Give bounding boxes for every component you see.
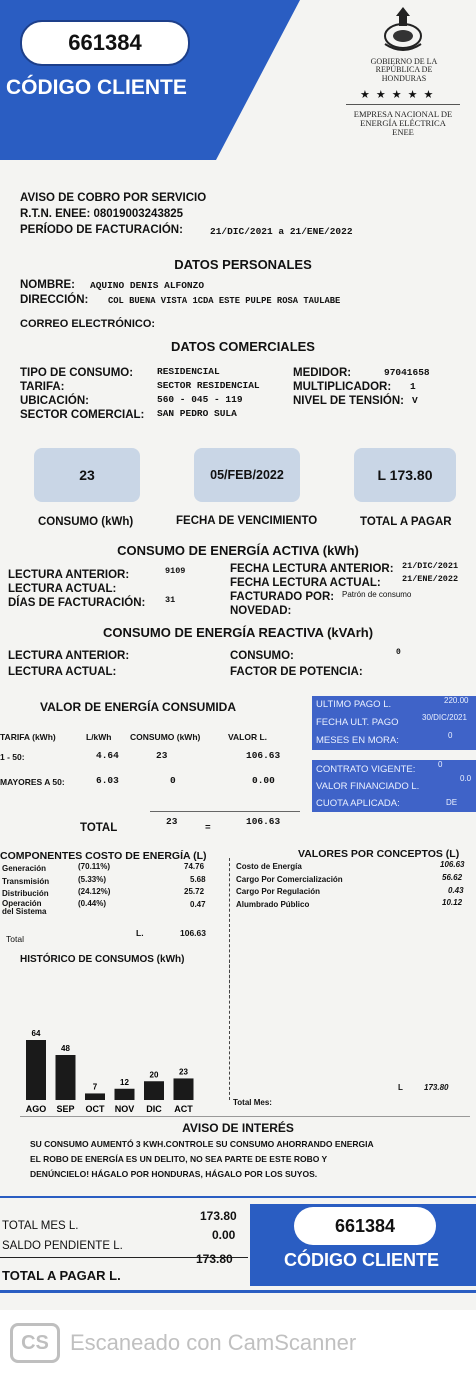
valor-row2-valor: 0.00 — [252, 775, 275, 786]
comp-total-label: Total — [6, 934, 24, 944]
factor-label: FACTOR DE POTENCIA: — [230, 666, 363, 678]
notice-title: AVISO DE COBRO POR SERVICIO — [20, 192, 207, 204]
concept-row4-name: Alumbrado Público — [236, 900, 310, 909]
history-category-oct: OCT — [85, 1104, 105, 1114]
aviso-title: AVISO DE INTERÉS — [182, 1121, 294, 1135]
valor-row1-consumo: 23 — [156, 750, 168, 761]
valor-header-lkwh: L/kWh — [86, 732, 112, 742]
footer-saldo-label: SALDO PENDIENTE L. — [2, 1240, 123, 1252]
comp-total-currency: L. — [136, 928, 144, 938]
fecha-pago-value: 30/DIC/2021 — [422, 713, 467, 722]
camscanner-logo-icon: CS — [10, 1323, 60, 1363]
footer-client-code-label: CÓDIGO CLIENTE — [284, 1250, 440, 1270]
valor-total-consumo: 23 — [166, 816, 178, 827]
footer-bottom-line — [0, 1290, 476, 1293]
comp-row4-name: Operación del Sistema — [2, 899, 47, 916]
company-line3: ENEE — [392, 126, 414, 137]
valor-row1-tarifa: 1 - 50: — [0, 752, 25, 762]
concept-total-mes-currency: L — [398, 1083, 403, 1092]
history-value-sep: 48 — [61, 1044, 70, 1053]
cuota-label: CUOTA APLICADA: — [316, 798, 400, 809]
r-consumo-value: 0 — [396, 648, 401, 657]
comp-row4-pct: (0.44%) — [78, 899, 107, 908]
lect-ant-label: LECTURA ANTERIOR: — [8, 569, 130, 581]
history-category-act: ACT — [174, 1104, 193, 1114]
comp-row1-pct: (70.11%) — [78, 862, 111, 871]
history-category-nov: NOV — [114, 1104, 135, 1114]
history-bar-ago — [26, 1040, 46, 1100]
cuota-value: DE — [446, 798, 458, 807]
aviso-line3: DENÚNCIELO! HÁGALO POR HONDURAS, HÁGALO POR LOS SUYOS. — [30, 1169, 318, 1179]
rtn: R.T.N. ENEE: 08019003243825 — [20, 208, 184, 220]
financiado-label: VALOR FINANCIADO L. — [316, 781, 420, 792]
chart-bottom-line — [20, 1116, 470, 1117]
medidor-value: 97041658 — [384, 367, 430, 378]
f-act-label: FECHA LECTURA ACTUAL: — [230, 577, 381, 589]
history-value-dic: 20 — [149, 1070, 159, 1080]
ultimo-pago-label: ULTIMO PAGO L. — [316, 699, 392, 710]
company-line1: EMPRESA NACIONAL DE — [353, 109, 453, 119]
tipo-label: TIPO DE CONSUMO: — [20, 367, 134, 379]
contrato-value: 0 — [438, 760, 443, 769]
address-label: DIRECCIÓN: — [20, 294, 89, 306]
history-category-dic: DIC — [146, 1104, 162, 1114]
valor-total-line — [150, 811, 300, 812]
concepts-title: VALORES POR CONCEPTOS (L) — [298, 848, 460, 860]
concept-row2-val: 56.62 — [442, 873, 463, 882]
tension-label: NIVEL DE TENSIÓN: — [293, 395, 404, 407]
valor-row1-lkwh: 4.64 — [96, 750, 119, 761]
concept-row4-val: 10.12 — [442, 898, 463, 907]
comp-row1-name: Generación — [2, 864, 47, 873]
camscanner-text: Escaneado con CamScanner — [70, 1330, 357, 1355]
history-value-ago: 64 — [31, 1029, 41, 1038]
multiplicador-label: MULTIPLICADOR: — [293, 381, 392, 393]
dias-value: 31 — [165, 595, 176, 605]
sector-label: SECTOR COMERCIAL: — [20, 409, 145, 421]
stars-icon: ★★★★★ — [360, 89, 440, 101]
fecha-pago-label: FECHA ULT. PAGO — [316, 717, 399, 728]
f-ant-label: FECHA LECTURA ANTERIOR: — [230, 563, 394, 575]
f-act-value: 21/ENE/2022 — [402, 574, 459, 584]
aviso-line1: SU CONSUMO AUMENTÓ 3 KWH.CONTROLE SU CONSUMO AHORRANDO ENERGIA — [30, 1139, 374, 1149]
history-value-act: 23 — [179, 1067, 188, 1077]
consumo-value: 23 — [79, 467, 95, 483]
comp-row3-name: Distribución — [2, 889, 49, 898]
commercial-title: DATOS COMERCIALES — [171, 339, 315, 354]
valor-header-valor: VALOR L. — [228, 732, 268, 742]
sector-value: SAN PEDRO SULA — [157, 408, 237, 419]
concept-row1-val: 106.63 — [440, 860, 465, 869]
total-label: TOTAL A PAGAR — [360, 516, 452, 528]
footer-total-mes-label: TOTAL MES L. — [2, 1220, 79, 1232]
aviso-divider — [0, 1196, 476, 1198]
header-divider — [346, 104, 460, 105]
consumo-label: CONSUMO (kWh) — [38, 516, 134, 528]
multiplicador-value: 1 — [410, 381, 416, 392]
valor-row1-valor: 106.63 — [246, 750, 281, 761]
valor-header-tarifa: TARIFA (kWh) — [0, 732, 56, 742]
footer-saldo-value: 0.00 — [212, 1228, 236, 1242]
reactive-title: CONSUMO DE ENERGÍA REACTIVA (kVArh) — [102, 625, 374, 640]
honduras-seal-icon — [380, 4, 426, 54]
comp-row3-pct: (24.12%) — [78, 887, 111, 896]
concept-row3-name: Cargo Por Regulación — [236, 887, 321, 896]
history-value-nov: 12 — [120, 1077, 129, 1087]
comp-row4-val: 0.47 — [190, 900, 206, 909]
history-bar-oct — [85, 1093, 105, 1100]
concept-row2-name: Cargo Por Comercialización — [236, 875, 343, 884]
comp-row2-name: Transmisión — [2, 877, 50, 886]
valor-title: VALOR DE ENERGÍA CONSUMIDA — [40, 700, 237, 714]
f-ant-value: 21/DIC/2021 — [402, 561, 459, 571]
comp-row2-pct: (5.33%) — [78, 875, 107, 884]
client-code-pill: 661384 — [20, 20, 190, 66]
r-consumo-label: CONSUMO: — [230, 650, 294, 662]
name-value: AQUINO DENIS ALFONZO — [90, 280, 205, 291]
history-bar-dic — [144, 1081, 164, 1100]
history-bar-nov — [115, 1089, 135, 1100]
concept-row3-val: 0.43 — [448, 886, 464, 895]
aviso-line2: EL ROBO DE ENERGÍA ES UN DELITO, NO SEA PARTE DE ESTE ROBO Y — [30, 1154, 328, 1164]
name-label: NOMBRE: — [20, 279, 75, 291]
valor-total-label: TOTAL — [80, 822, 118, 834]
tarifa-value: SECTOR RESIDENCIAL — [157, 380, 260, 391]
footer-client-code-pill: 661384 — [294, 1207, 436, 1245]
concept-row1-name: Costo de Energía — [236, 862, 302, 871]
r-lect-ant-label: LECTURA ANTERIOR: — [8, 650, 130, 662]
gov-line1: GOBIERNO DE LA — [370, 57, 438, 66]
facturado-value: Patrón de consumo — [342, 590, 412, 599]
concept-total-mes-value: 173.80 — [424, 1083, 449, 1092]
vencimiento-label: FECHA DE VENCIMIENTO — [176, 515, 318, 527]
valor-total-valor: 106.63 — [246, 816, 281, 827]
history-bar-act — [174, 1078, 194, 1100]
vencimiento-box — [194, 448, 300, 502]
tension-value: V — [412, 395, 418, 406]
client-code-label: CÓDIGO CLIENTE — [6, 76, 187, 99]
novedad-label: NOVEDAD: — [230, 605, 292, 617]
history-value-oct: 7 — [92, 1082, 98, 1092]
total-value: L 173.80 — [377, 467, 433, 483]
valor-header-consumo: CONSUMO (kWh) — [130, 732, 201, 742]
facturado-label: FACTURADO POR: — [230, 591, 335, 603]
ubicacion-label: UBICACIÓN: — [20, 395, 89, 407]
address-value: COL BUENA VISTA 1CDA ESTE PULPE ROSA TAULABE — [108, 296, 341, 306]
financiado-value: 0.0 — [460, 774, 472, 783]
dias-label: DÍAS DE FACTURACIÓN: — [8, 597, 146, 609]
contrato-label: CONTRATO VIGENTE: — [316, 764, 416, 775]
valor-row2-lkwh: 6.03 — [96, 775, 119, 786]
lect-ant-value: 9109 — [165, 566, 186, 576]
company-line2: ENERGÍA ELÉCTRICA — [360, 117, 446, 128]
valor-row2-tarifa: MAYORES A 50: — [0, 777, 65, 787]
history-bar-sep — [56, 1055, 76, 1100]
total-box — [354, 448, 456, 502]
period-value: 21/DIC/2021 a 21/ENE/2022 — [210, 226, 353, 237]
gov-line2: REPÚBLICA DE HONDURAS — [375, 65, 433, 83]
period-label: PERÍODO DE FACTURACIÓN: — [20, 224, 183, 236]
valor-row2-consumo: 0 — [170, 775, 176, 786]
history-title: HISTÓRICO DE CONSUMOS (kWh) — [20, 954, 185, 965]
vencimiento-value: 05/FEB/2022 — [210, 468, 284, 482]
meses-mora-value: 0 — [448, 731, 453, 740]
comp-row1-val: 74.76 — [184, 862, 205, 871]
footer-total-pagar-value: 173.80 — [196, 1252, 233, 1266]
history-bar-chart — [0, 1010, 230, 1120]
components-title: COMPONENTES COSTO DE ENERGÍA (L) — [0, 850, 207, 862]
comp-row2-val: 5.68 — [190, 875, 206, 884]
history-category-ago: AGO — [25, 1104, 47, 1114]
lect-act-label: LECTURA ACTUAL: — [8, 583, 117, 595]
ultimo-pago-value: 220.00 — [444, 696, 469, 705]
valor-total-eq: = — [205, 822, 211, 833]
medidor-label: MEDIDOR: — [293, 367, 352, 379]
active-title: CONSUMO DE ENERGÍA ACTIVA (kWh) — [117, 543, 359, 558]
comp-row3-val: 25.72 — [184, 887, 205, 896]
ubicacion-value: 560 - 045 - 119 — [157, 394, 243, 405]
tipo-value: RESIDENCIAL — [157, 366, 220, 377]
personal-title: DATOS PERSONALES — [174, 257, 312, 272]
footer-total-mes-value: 173.80 — [200, 1209, 237, 1223]
r-lect-act-label: LECTURA ACTUAL: — [8, 666, 117, 678]
meses-mora-label: MESES EN MORA: — [316, 735, 399, 746]
comp-total-value: 106.63 — [180, 928, 206, 938]
tarifa-label: TARIFA: — [20, 381, 65, 393]
concept-total-mes-label: Total Mes: — [233, 1098, 272, 1107]
email-label: CORREO ELECTRÓNICO: — [20, 318, 156, 330]
history-category-sep: SEP — [56, 1104, 75, 1114]
contract-box — [312, 760, 476, 812]
payment-box — [312, 696, 476, 750]
footer-total-pagar-label: TOTAL A PAGAR L. — [2, 1268, 121, 1283]
consumo-box — [34, 448, 140, 502]
